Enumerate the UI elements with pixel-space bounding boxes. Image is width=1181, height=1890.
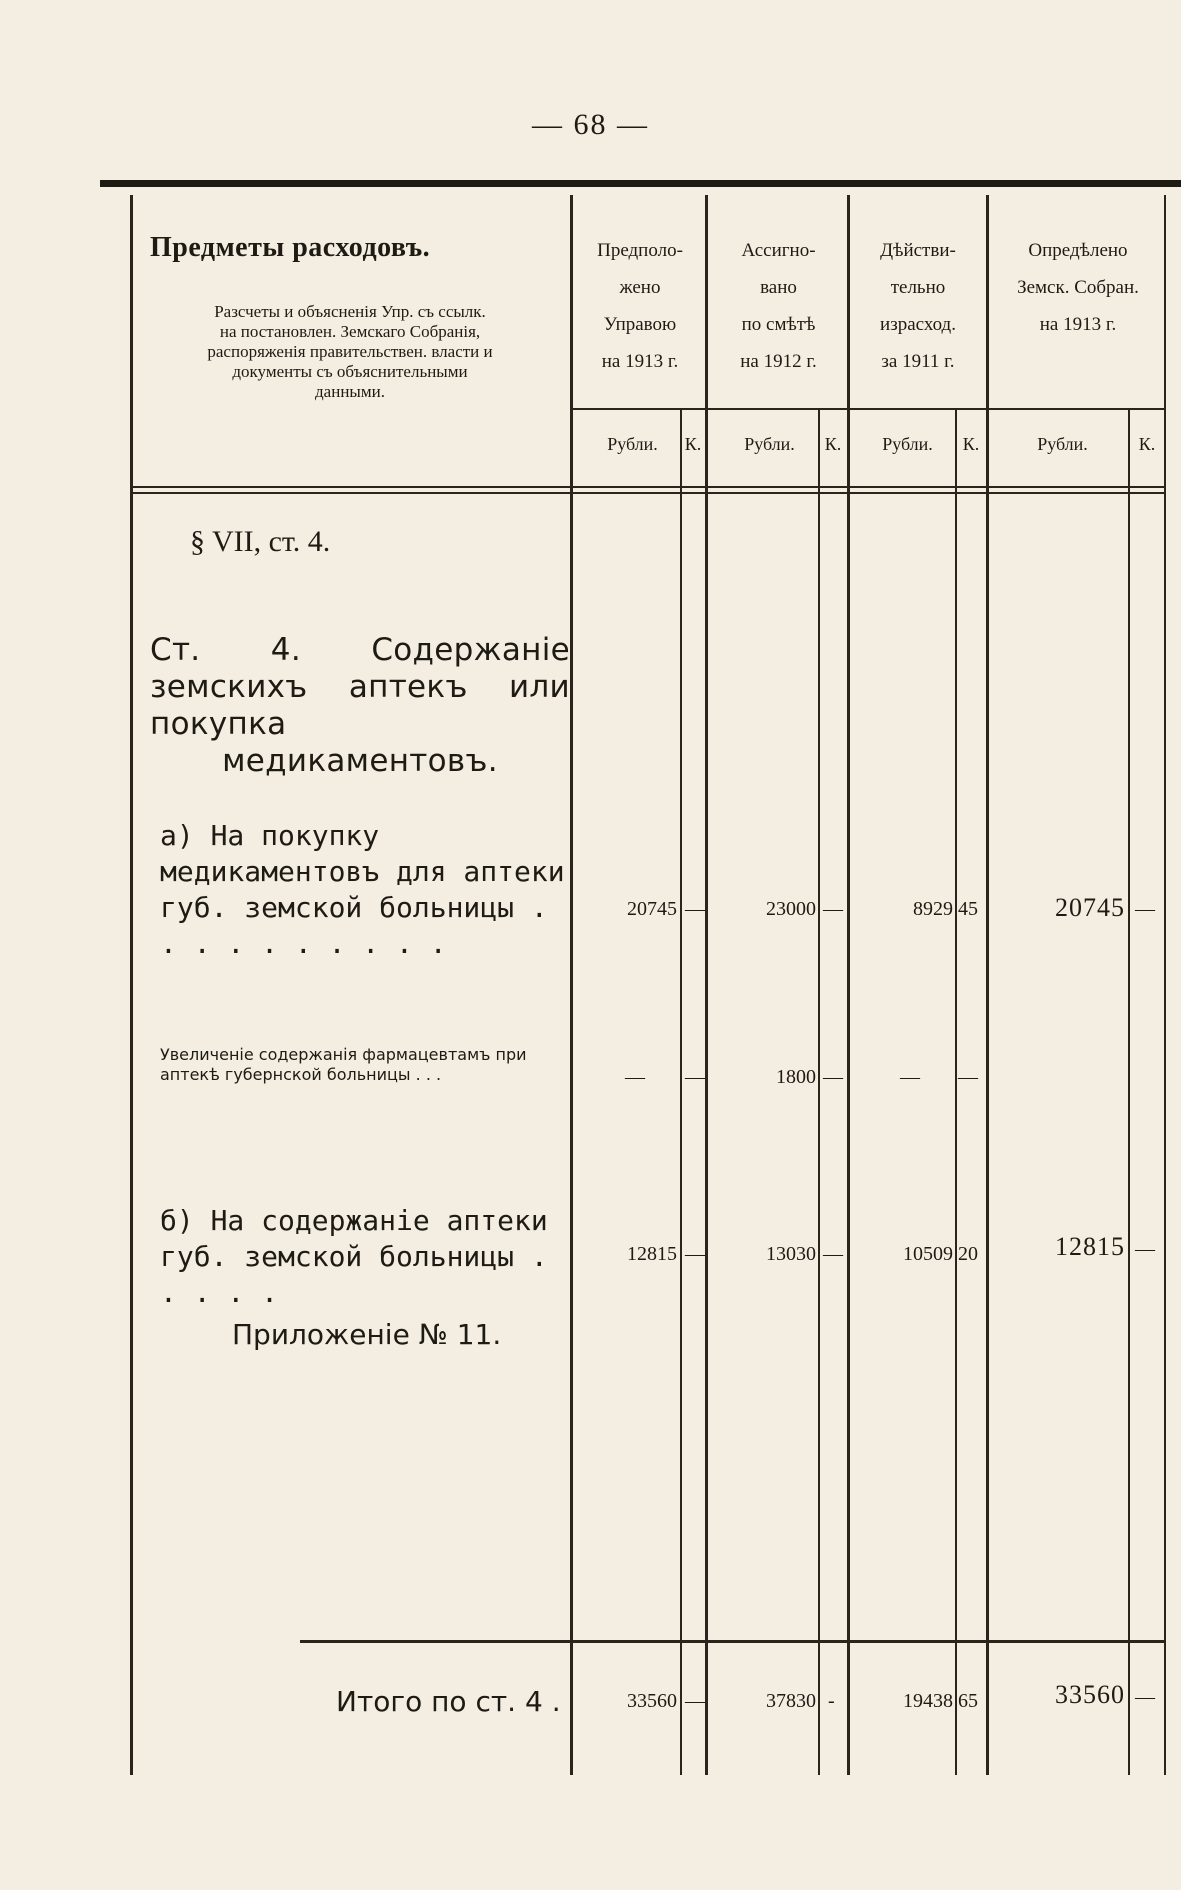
unit-rubles: Рубли. <box>1037 434 1088 454</box>
row-inc-col3-rub: — <box>900 1066 920 1088</box>
total-col4-kop: — <box>1135 1686 1155 1708</box>
col-divider <box>680 410 682 1775</box>
col-divider <box>818 410 820 1775</box>
col-divider <box>1128 410 1130 1775</box>
col-divider <box>847 195 850 1775</box>
column-header-4: Опредѣлено Земск. Собран. на 1913 г. <box>1017 240 1139 335</box>
unit-kopecks: К. <box>1138 434 1156 454</box>
table-border-right <box>1164 195 1166 1775</box>
row-b-col4-kop: — <box>1135 1238 1155 1260</box>
header-description: Разсчеты и объясненія Упр. съ ссылк. на постановлен. Земскаго Собранія, распоряженія правительствен. власти и документы съ объяснительными данными. <box>207 302 493 401</box>
header-bottom-rule <box>133 492 1166 494</box>
row-b-col1-kop: — <box>685 1243 705 1265</box>
row-b-col3-rub: 10509 <box>903 1243 953 1265</box>
row-inc-col2-kop: — <box>823 1066 843 1088</box>
article-title-text: Ст. 4. Содержаніе земскихъ аптекъ или покупка <box>150 632 570 742</box>
row-b-col4-rub: 12815 <box>1055 1232 1125 1261</box>
section-heading: § VII, ст. 4. <box>190 525 331 558</box>
row-b-col1-rub: 12815 <box>627 1243 677 1265</box>
row-inc-col1-rub: — <box>625 1066 645 1088</box>
row-inc-col1-kop: — <box>685 1066 705 1088</box>
row-b-col2-rub: 13030 <box>766 1243 816 1265</box>
column-header-1: Предполо- жено Управою на 1913 г. <box>597 240 683 372</box>
total-col3-rub: 19438 <box>903 1690 953 1712</box>
col-divider <box>705 195 708 1775</box>
row-a-col1-kop: — <box>685 898 705 920</box>
row-inc-col2-rub: 1800 <box>776 1066 816 1088</box>
col-divider <box>955 410 957 1775</box>
unit-rubles: Рубли. <box>744 434 795 454</box>
total-rule <box>300 1640 1166 1643</box>
unit-rubles: Рубли. <box>607 434 658 454</box>
row-a-col1-rub: 20745 <box>627 898 677 920</box>
header-title: Предметы расходовъ. <box>150 232 431 263</box>
col-divider <box>986 195 989 1775</box>
total-col4-rub: 33560 <box>1055 1680 1125 1709</box>
total-col3-kop: 65 <box>958 1690 978 1712</box>
unit-rubles: Рубли. <box>882 434 933 454</box>
total-label: Итого по ст. 4 . <box>336 1685 561 1718</box>
unit-kopecks: К. <box>824 434 842 454</box>
total-col1-kop: — <box>685 1690 705 1712</box>
row-b-col3-kop: 20 <box>958 1243 978 1265</box>
row-a-col4-kop: — <box>1135 898 1155 920</box>
top-rule <box>100 180 1181 187</box>
unit-kopecks: К. <box>684 434 702 454</box>
total-col1-rub: 33560 <box>627 1690 677 1712</box>
column-header-2: Ассигно- вано по смѣтѣ на 1912 г. <box>740 240 817 372</box>
row-label-b: б) На содержаніе аптеки губ. земской больницы . . . . . <box>160 1204 548 1309</box>
row-label-a: а) На покупку медикаментовъ для аптеки губ. земской больницы . . . . . . . . . . <box>160 819 565 960</box>
article-title <box>150 632 570 780</box>
row-b-col2-kop: — <box>823 1243 843 1265</box>
row-label-increase: Увеличеніе содержанія фармацевтамъ при аптекѣ губернской больницы . . . <box>160 1045 527 1084</box>
page-number: — 68 — <box>532 108 649 141</box>
article-title-end: медикаментовъ. <box>222 743 498 779</box>
total-col2-kop: - <box>828 1690 835 1712</box>
column-header-3: Дѣйстви- тельно израсход. за 1911 г. <box>880 240 956 372</box>
total-col2-rub: 37830 <box>766 1690 816 1712</box>
header-rule <box>570 408 1166 410</box>
row-a-col3-kop: 45 <box>958 898 978 920</box>
row-inc-col3-kop: — <box>958 1066 978 1088</box>
row-a-col3-rub: 8929 <box>913 898 953 920</box>
row-a-col2-kop: — <box>823 898 843 920</box>
table-border-left <box>130 195 133 1775</box>
header-bottom-rule <box>133 486 1166 488</box>
col-divider <box>570 195 573 1775</box>
row-a-col2-rub: 23000 <box>766 898 816 920</box>
appendix-ref: Приложеніе № 11. <box>232 1318 502 1351</box>
unit-kopecks: К. <box>962 434 980 454</box>
row-a-col4-rub: 20745 <box>1055 893 1125 922</box>
